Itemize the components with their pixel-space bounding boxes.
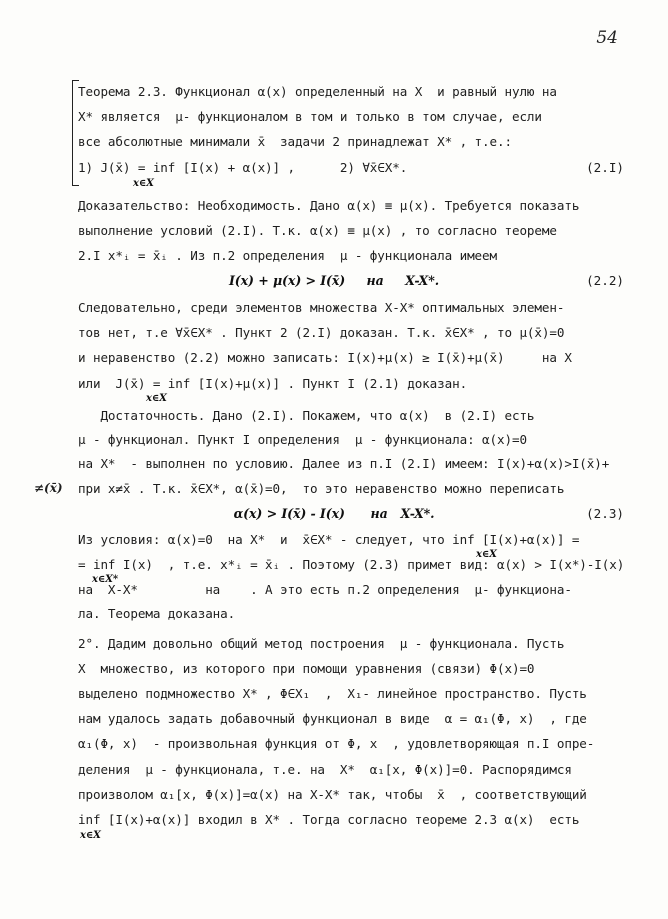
text-line-l6: выполнение условий (2.I). Т.к. α(x) ≡ μ(x) , то согласно теореме (78, 223, 557, 238)
text-line-l18: Из условия: α(x)=0 на X* и x̄∈X* - следует, что inf [I(x)+α(x)] = (78, 532, 580, 547)
subscript-s2: x∈X (146, 393, 167, 404)
text-line-l24: выделено подмножество X* , Φ∈X₁ , X₁- линейное пространство. Пусть (78, 686, 587, 701)
text-line-l22: 2°. Дадим довольно общий метод построения μ - функционала. Пусть (78, 636, 565, 651)
text-line-l20: на X-X* на . А это есть п.2 определения μ- функциона- (78, 582, 572, 597)
text-line-l12: или J(x̄) = inf [I(x)+μ(x)] . Пункт I (2.1) доказан. (78, 376, 468, 391)
formula-line-l17: α(x) > I(x̄) - I(x) на X-X*. (233, 506, 435, 521)
text-line-l21: ла. Теорема доказана. (78, 606, 236, 621)
subscript-s3: x∈X (476, 549, 497, 560)
text-line-l23: X множество, из которого при помощи уравнения (связи) Φ(x)=0 (78, 661, 535, 676)
equation-label-e1: (2.I) (586, 160, 624, 175)
text-line-l28: произволом α₁[x, Φ(x)]=α(x) на X-X* так, чтобы x̄ , соответствующий (78, 787, 587, 802)
text-line-l29: inf [I(x)+α(x)] входил в X* . Тогда согласно теореме 2.3 α(x) есть (78, 812, 580, 827)
text-line-l10: тов нет, т.е ∀x̄∈X* . Пункт 2 (2.I) доказан. Т.к. x̄∈X* , то μ(x̄)=0 (78, 325, 565, 340)
text-line-l7: 2.I x*ᵢ = x̄ᵢ . Из п.2 определения μ - функционала имеем (78, 248, 497, 263)
text-line-l11: и неравенство (2.2) можно записать: I(x)+μ(x) ≥ I(x̄)+μ(x̄) на X (78, 350, 572, 365)
text-line-l14: μ - функционал. Пункт I определения μ - функционала: α(x)=0 (78, 432, 527, 447)
text-line-l4: 1) J(x̄) = inf [I(x) + α(x)] , 2) ∀x̄∈X*. (78, 160, 408, 175)
text-line-l27: деления μ - функционала, т.е. на X* α₁[x, Φ(x)]=0. Распорядимся (78, 762, 572, 777)
subscript-s1: x∈X (133, 178, 154, 189)
margin-note: ≠(x̄) (34, 481, 63, 495)
subscript-s5: x∈X (80, 830, 101, 841)
text-line-l5: Доказательство: Необходимость. Дано α(x) ≡ μ(x). Требуется показать (78, 198, 580, 213)
formula-line-l8: I(x) + μ(x) > I(x̄) на X-X*. (229, 273, 439, 288)
text-line-l3: все абсолютные минимали x̄ задачи 2 принадлежат X* , т.е.: (78, 134, 512, 149)
subscript-s4: x∈X* (92, 574, 118, 585)
text-line-l26: α₁(Φ, x) - произвольная функция от Φ, x , удовлетворяющая п.I опре- (78, 736, 595, 751)
text-line-l9: Следовательно, среди элементов множества X-X* оптимальных элемен- (78, 300, 565, 315)
text-line-l19: = inf I(x) , т.е. x*ᵢ = x̄ᵢ . Поэтому (2.3) примет вид: α(x) > I(x*)-I(x) (78, 557, 625, 572)
text-line-l13: Достаточность. Дано (2.I). Покажем, что α(x) в (2.I) есть (78, 408, 535, 423)
equation-label-e2: (2.2) (586, 273, 624, 288)
text-line-l16: при x≠x̄ . Т.к. x̄∈X*, α(x̄)=0, то это неравенство можно переписать (78, 481, 565, 496)
text-line-l1: Теорема 2.3. Функционал α(x) определенный на X и равный нулю на (78, 84, 557, 99)
text-line-l2: X* является μ- функционалом в том и только в том случае, если (78, 109, 542, 124)
equation-label-e3: (2.3) (586, 506, 624, 521)
text-line-l15: на X* - выполнен по условию. Далее из п.I (2.I) имеем: I(x)+α(x)>I(x̄)+ (78, 456, 610, 471)
page-number: 54 (596, 28, 618, 48)
text-line-l25: нам удалось задать добавочный функционал в виде α = α₁(Φ, x) , где (78, 711, 587, 726)
